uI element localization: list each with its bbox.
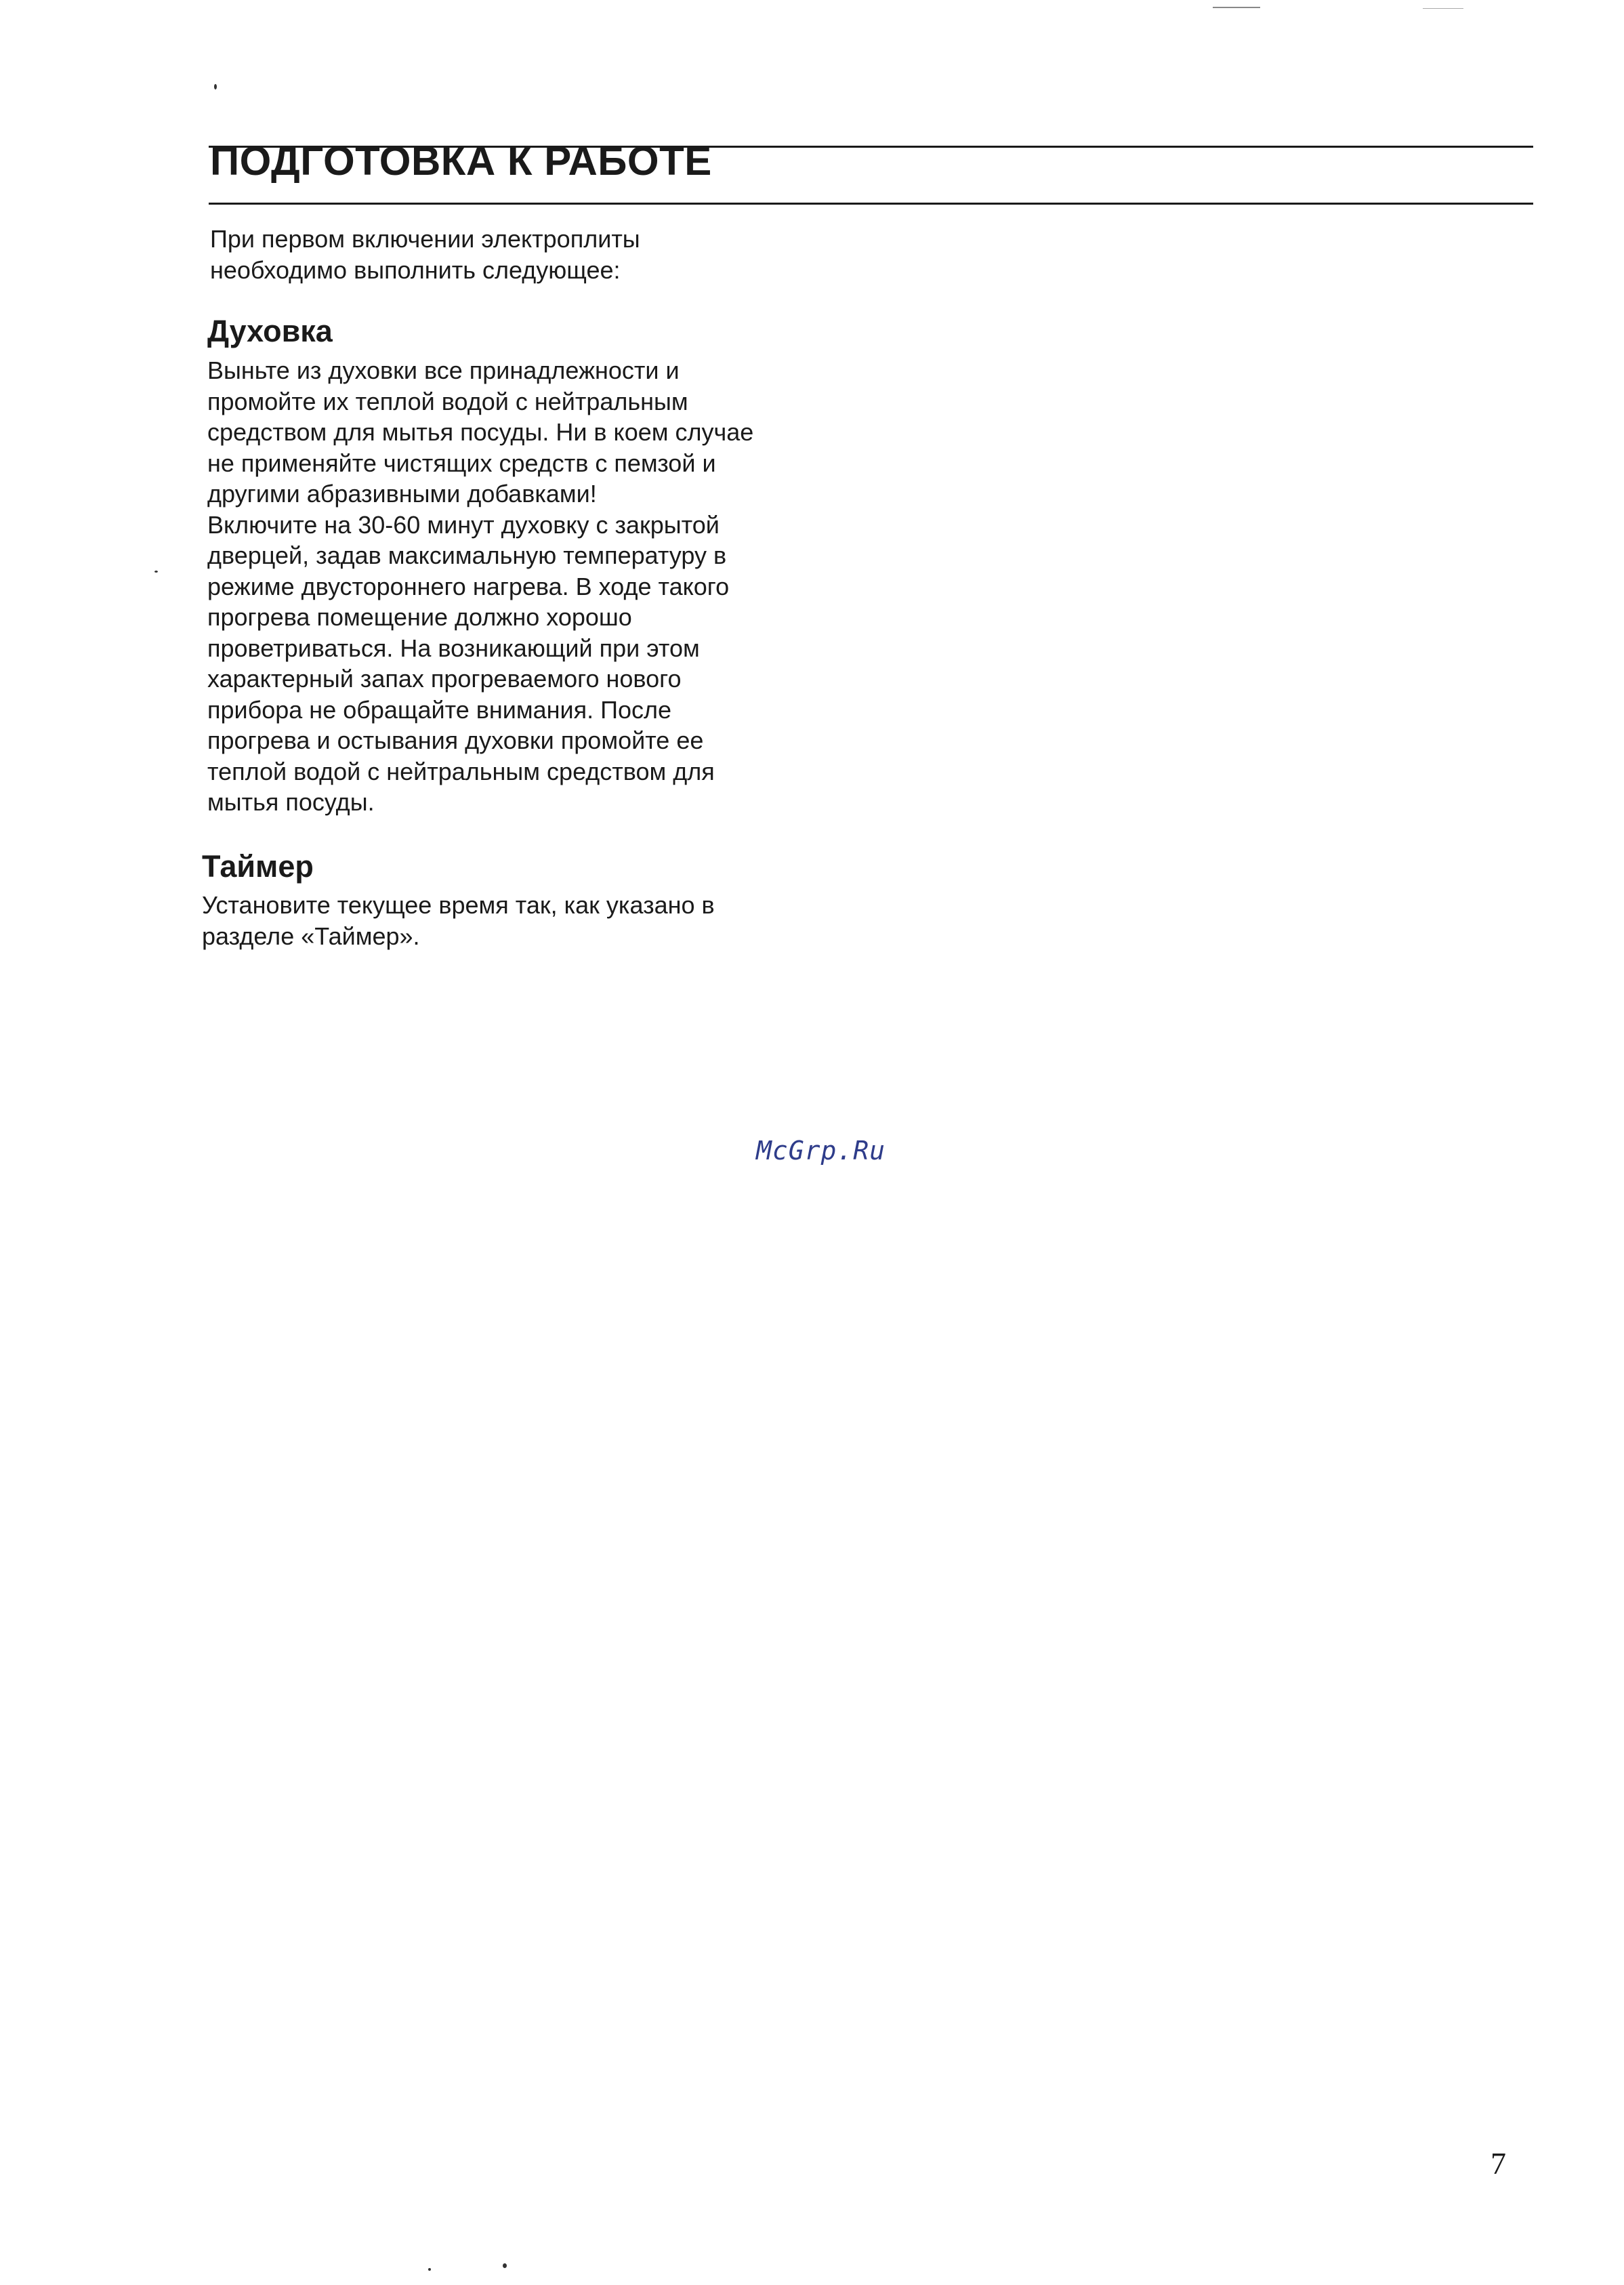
- scan-speck: [503, 2263, 507, 2268]
- section-heading-timer: Таймер: [202, 849, 314, 884]
- scan-mark-top: [1213, 7, 1260, 8]
- intro-paragraph: При первом включении электроплиты необходимо выполнить следующее:: [210, 225, 640, 284]
- section-text-timer: Установите текущее время так, как указано в разделе «Таймер».: [202, 891, 715, 950]
- scan-speck: [214, 84, 217, 89]
- scan-mark-top: [1423, 8, 1463, 9]
- scan-speck: [154, 571, 158, 573]
- section-heading-oven: Духовка: [207, 314, 333, 348]
- page-number: 7: [1491, 2146, 1506, 2181]
- watermark: McGrp.Ru: [756, 1136, 886, 1166]
- page-title: ПОДГОТОВКА К РАБОТЕ: [210, 138, 712, 184]
- section-text-oven: Выньте из духовки все принадлежности и промойте их теплой водой с нейтральным средством для мытья посуды. Ни в коем случае не применяйте чистящих средств с пемзой и другими абразивными добавками! Включите на 30-60 минут духовку с закрытой дверцей, задав максимальную температуру в режиме двустороннего нагрева. В ходе такого прогрева помещение должно хорошо проветриваться. На возникающий при этом характерный запах прогреваемого нового прибора не обращайте внимания. После прогрева и остывания духовки промойте ее теплой водой с нейтральным средством для мытья посуды.: [207, 356, 754, 816]
- scan-speck: [428, 2268, 431, 2271]
- title-rule-bottom: [209, 203, 1533, 205]
